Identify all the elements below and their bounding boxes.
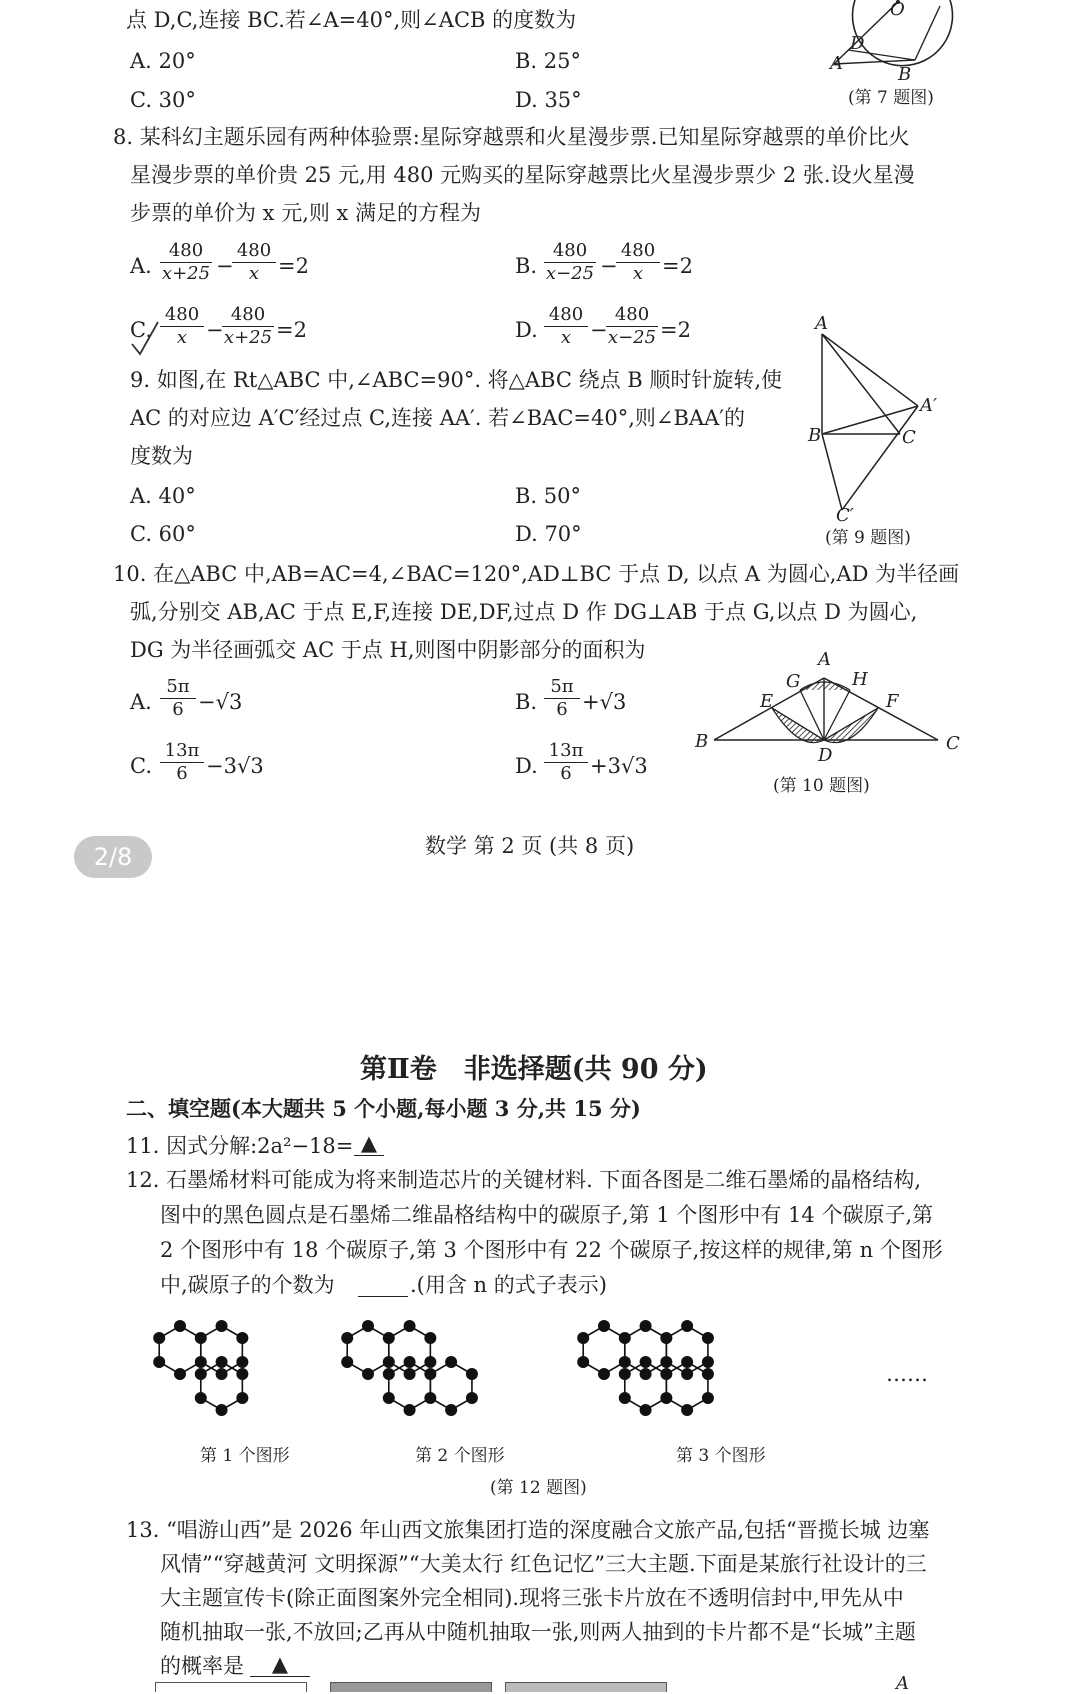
q10-option-b-label: B. xyxy=(515,690,538,714)
q10-c-num: 13π xyxy=(160,740,204,763)
q7-option-c: C. 30° xyxy=(130,88,196,112)
q10-b-num: 5π xyxy=(544,676,580,699)
carbon-atom xyxy=(236,1356,248,1368)
q8-b-eq: =2 xyxy=(662,254,693,278)
carbon-atom xyxy=(216,1404,228,1416)
q8-line1: 8. 某科幻主题乐园有两种体验票:星际穿越票和火星漫步票.已知星际穿越票的单价比火 xyxy=(113,125,910,149)
q12-line3: 2 个图形中有 18 个碳原子,第 3 个图形中有 22 个碳原子,按这样的规律,第 n 个图形 xyxy=(160,1238,943,1262)
carbon-atom xyxy=(153,1332,165,1344)
carbon-atom xyxy=(640,1356,652,1368)
carbon-atom xyxy=(404,1320,416,1332)
q9-figure xyxy=(800,320,940,520)
q10-line1: 10. 在△ABC 中,AB=AC=4,∠BAC=120°,AD⊥BC 于点 D, 以点 A 为圆心,AD 为半径画 xyxy=(113,562,960,586)
page-indicator-badge: 2/8 xyxy=(74,836,152,878)
carbon-atom xyxy=(236,1332,248,1344)
q7-label-a: A xyxy=(830,53,843,74)
q7-option-b: B. 25° xyxy=(515,49,582,73)
q10-option-a-label: A. xyxy=(130,690,152,714)
carbon-atom xyxy=(681,1404,693,1416)
graphene-label-1: 第 1 个图形 xyxy=(200,1446,290,1466)
carbon-atom xyxy=(341,1332,353,1344)
corner-label-a: A xyxy=(896,1673,909,1694)
q10-c-frac xyxy=(160,740,204,785)
q10-label-h: H xyxy=(852,669,868,690)
q8-a-den1: x+25 xyxy=(161,263,211,284)
graphene-figures xyxy=(150,1320,950,1430)
q13-answer-blank: ▲ xyxy=(250,1652,310,1677)
carbon-atom xyxy=(362,1320,374,1332)
q9-label-a: A xyxy=(815,313,828,334)
q10-a-frac xyxy=(160,676,196,721)
q13-line2: 风情”“穿越黄河 文明探源”“大美太行 红色记忆”三大主题.下面是某旅行社设计的三 xyxy=(160,1552,927,1576)
q7-label-b: B xyxy=(898,64,912,85)
q8-c-den1: x xyxy=(176,327,188,348)
q8-c-den2: x+25 xyxy=(223,327,273,348)
carbon-atom xyxy=(577,1332,589,1344)
graphene-ellipsis: …… xyxy=(886,1362,928,1386)
carbon-atom xyxy=(383,1392,395,1404)
q8-option-d-label: D. xyxy=(515,318,538,342)
q10-label-a: A xyxy=(818,649,831,670)
q9-line1: 9. 如图,在 Rt△ABC 中,∠ABC=90°. 将△ABC 绕点 B 顺时针旋转,使 xyxy=(130,368,783,392)
q8-b-num2: 480 xyxy=(616,240,660,263)
carbon-atom xyxy=(174,1320,186,1332)
carbon-atom xyxy=(216,1356,228,1368)
q8-c-frac2 xyxy=(222,304,274,349)
q8-a-num2: 480 xyxy=(232,240,276,263)
q12-figure-caption: (第 12 题图) xyxy=(490,1478,587,1498)
q9-label-b: B xyxy=(808,425,822,446)
q8-b-den2: x xyxy=(632,263,644,284)
q8-a-den2: x xyxy=(248,263,260,284)
graphene-label-2: 第 2 个图形 xyxy=(415,1446,505,1466)
q8-d-frac2 xyxy=(606,304,658,349)
carbon-atom xyxy=(681,1320,693,1332)
q10-label-g: G xyxy=(786,671,801,692)
carbon-atom xyxy=(424,1356,436,1368)
carbon-atom xyxy=(404,1368,416,1380)
q8-d-den2: x−25 xyxy=(607,327,657,348)
page-footer: 数学 第 2 页 (共 8 页) xyxy=(425,834,635,858)
q8-c-frac1 xyxy=(160,304,204,349)
q8-line2: 星漫步票的单价贵 25 元,用 480 元购买的星际穿越票比火星漫步票少 2 张.设火星漫 xyxy=(130,163,915,187)
q7-stem-tail: 点 D,C,连接 BC.若∠A=40°,则∠ACB 的度数为 xyxy=(126,8,577,32)
carbon-atom xyxy=(174,1368,186,1380)
q10-figure-caption: (第 10 题图) xyxy=(773,776,870,796)
part2-title: 第Ⅱ卷 非选择题(共 90 分) xyxy=(360,1054,708,1085)
q10-c-tail: −3√3 xyxy=(206,754,264,778)
q7-label-o: O xyxy=(890,0,905,20)
q10-option-d-label: D. xyxy=(515,754,538,778)
carbon-atom xyxy=(702,1356,714,1368)
hexagon-cell xyxy=(159,1326,201,1374)
q9-line2: AC 的对应边 A′C′经过点 C,连接 AA′. 若∠BAC=40°,则∠BAA′的 xyxy=(130,406,746,430)
carbon-atom xyxy=(702,1368,714,1380)
q8-c-num1: 480 xyxy=(160,304,204,327)
carbon-atom xyxy=(236,1368,248,1380)
q10-label-e: E xyxy=(760,691,774,712)
q8-a-frac1 xyxy=(160,240,212,285)
q8-line3: 步票的单价为 x 元,则 x 满足的方程为 xyxy=(130,201,482,225)
q10-a-den: 6 xyxy=(172,699,184,720)
q8-option-b-label: B. xyxy=(515,254,538,278)
q10-b-den: 6 xyxy=(556,699,568,720)
carbon-atom xyxy=(681,1368,693,1380)
q8-option-c-label: C. xyxy=(130,318,152,342)
q10-c-den: 6 xyxy=(176,763,188,784)
hexagon-cell xyxy=(430,1362,472,1410)
carbon-atom xyxy=(445,1404,457,1416)
q12-line2: 图中的黑色圆点是石墨烯二维晶格结构中的碳原子,第 1 个图形中有 14 个碳原子,第 xyxy=(160,1203,934,1227)
q9-option-c: C. 60° xyxy=(130,522,196,546)
carbon-atom xyxy=(216,1368,228,1380)
carbon-atom xyxy=(640,1404,652,1416)
q9-figure-caption: (第 9 题图) xyxy=(825,528,911,548)
q7-figure-caption: (第 7 题图) xyxy=(848,88,934,108)
q8-a-num1: 480 xyxy=(160,240,212,263)
carbon-atom xyxy=(681,1356,693,1368)
carbon-atom xyxy=(216,1320,228,1332)
q10-line2: 弧,分别交 AB,AC 于点 E,F,连接 DE,DF,过点 D 作 DG⊥AB 于点 G,以点 D 为圆心, xyxy=(130,600,918,624)
q12-answer-blank xyxy=(358,1296,408,1297)
q8-a-minus: − xyxy=(216,254,234,278)
q10-line3: DG 为半径画弧交 AC 于点 H,则图中阴影部分的面积为 xyxy=(130,638,646,662)
q9-label-c: C xyxy=(902,427,916,448)
carbon-atom xyxy=(424,1332,436,1344)
q7-option-a: A. 20° xyxy=(130,49,196,73)
q10-label-b: B xyxy=(695,731,709,752)
q8-b-minus: − xyxy=(600,254,618,278)
carbon-atom xyxy=(195,1392,207,1404)
q8-checkmark-icon xyxy=(128,318,164,358)
carbon-atom xyxy=(598,1368,610,1380)
q10-option-c-label: C. xyxy=(130,754,152,778)
q11-text: 11. 因式分解:2a²−18= xyxy=(126,1134,354,1158)
carbon-atom xyxy=(404,1404,416,1416)
q13-line4: 随机抽取一张,不放回;乙再从中随机抽取一张,则两人抽到的卡片都不是“长城”主题 xyxy=(160,1620,916,1644)
q8-option-a-label: A. xyxy=(130,254,152,278)
carbon-atom xyxy=(640,1320,652,1332)
carbon-atom xyxy=(362,1368,374,1380)
q10-d-frac xyxy=(544,740,588,785)
q8-c-num2: 480 xyxy=(222,304,274,327)
q8-b-frac1 xyxy=(544,240,596,285)
q10-label-d: D xyxy=(818,745,833,766)
q9-option-a: A. 40° xyxy=(130,484,196,508)
carbon-atom xyxy=(236,1392,248,1404)
q8-b-den1: x−25 xyxy=(545,263,595,284)
q11-answer-blank: ▲ xyxy=(354,1131,384,1156)
carbon-atom xyxy=(341,1356,353,1368)
q10-d-tail: +3√3 xyxy=(590,754,648,778)
q8-d-frac1 xyxy=(544,304,588,349)
carbon-atom xyxy=(619,1368,631,1380)
q10-a-tail: −√3 xyxy=(198,690,243,714)
q10-d-num: 13π xyxy=(544,740,588,763)
q8-d-eq: =2 xyxy=(660,318,691,342)
carbon-atom xyxy=(466,1368,478,1380)
q7-label-d: D xyxy=(850,33,865,54)
carbon-atom xyxy=(640,1368,652,1380)
carbon-atom xyxy=(404,1356,416,1368)
carbon-atom xyxy=(619,1392,631,1404)
q9-label-c-prime: C′ xyxy=(836,505,854,526)
carbon-atom xyxy=(195,1368,207,1380)
q8-d-num1: 480 xyxy=(544,304,588,327)
carbon-atom xyxy=(702,1392,714,1404)
q9-option-b: B. 50° xyxy=(515,484,582,508)
carbon-atom xyxy=(577,1356,589,1368)
q8-c-minus: − xyxy=(206,318,224,342)
q8-d-minus: − xyxy=(590,318,608,342)
q7-option-d: D. 35° xyxy=(515,88,582,112)
carbon-atom xyxy=(153,1356,165,1368)
q10-label-f: F xyxy=(886,691,899,712)
q10-d-den: 6 xyxy=(560,763,572,784)
q8-b-frac2 xyxy=(616,240,660,285)
carbon-atom xyxy=(466,1392,478,1404)
q12-line1: 12. 石墨烯材料可能成为将来制造芯片的关键材料. 下面各图是二维石墨烯的晶格结构, xyxy=(126,1168,922,1192)
q8-d-num2: 480 xyxy=(606,304,658,327)
q8-c-eq: =2 xyxy=(276,318,307,342)
q13-line3: 大主题宣传卡(除正面图案外完全相同).现将三张卡片放在不透明信封中,甲先从中 xyxy=(160,1586,904,1610)
q13-line1: 13. “唱游山西”是 2026 年山西文旅集团打造的深度融合文旅产品,包括“晋揽长城 边塞 xyxy=(126,1518,930,1542)
q10-a-num: 5π xyxy=(160,676,196,699)
q8-a-eq: =2 xyxy=(278,254,309,278)
q9-label-a-prime: A′ xyxy=(920,395,938,416)
section-heading: 二、填空题(本大题共 5 个小题,每小题 3 分,共 15 分) xyxy=(126,1096,641,1121)
q10-b-frac xyxy=(544,676,580,721)
carbon-atom xyxy=(702,1332,714,1344)
q9-option-d: D. 70° xyxy=(515,522,582,546)
carbon-atom xyxy=(383,1368,395,1380)
graphene-label-3: 第 3 个图形 xyxy=(676,1446,766,1466)
q8-a-frac2 xyxy=(232,240,276,285)
carbon-atom xyxy=(445,1356,457,1368)
q12-line4-tail: .(用含 n 的式子表示) xyxy=(410,1273,607,1297)
q10-b-tail: +√3 xyxy=(582,690,627,714)
q9-line3: 度数为 xyxy=(130,444,193,468)
q13-line5: 的概率是 xyxy=(160,1654,244,1678)
hexagon-cell xyxy=(583,1326,625,1374)
q12-line4: 中,碳原子的个数为 xyxy=(160,1273,335,1297)
hexagon-cell xyxy=(347,1326,389,1374)
carbon-atom xyxy=(598,1320,610,1332)
q8-b-num1: 480 xyxy=(544,240,596,263)
q8-d-den1: x xyxy=(560,327,572,348)
q10-label-c: C xyxy=(946,733,960,754)
